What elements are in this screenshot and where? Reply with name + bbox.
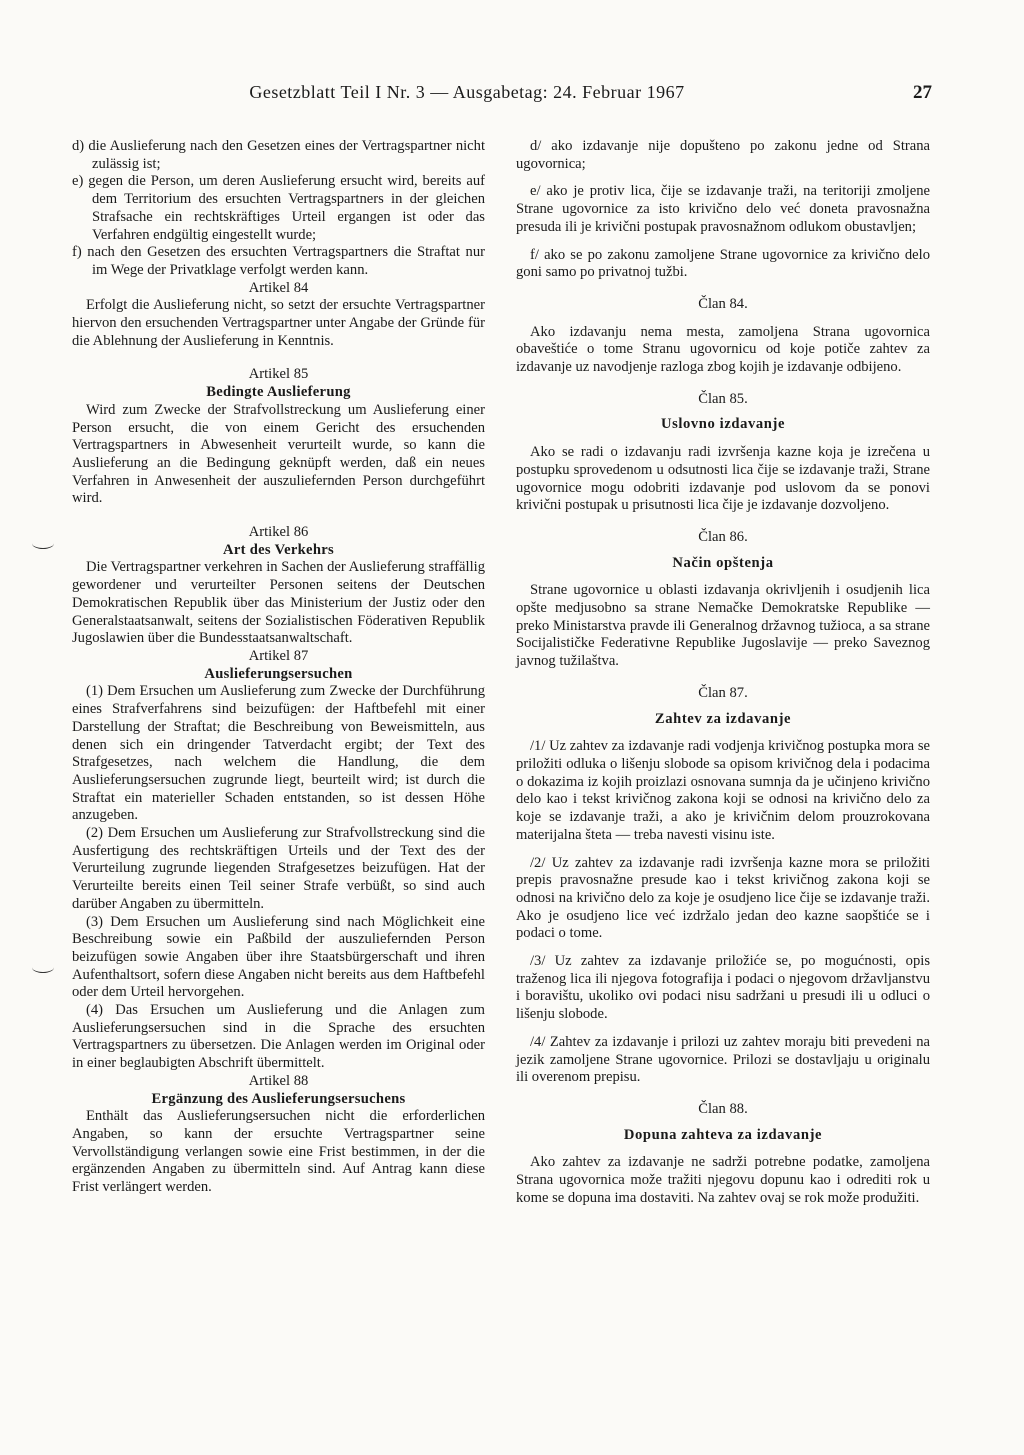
- list-item: f/ ako se po zakonu zamoljene Strane ugovornice za krivično delo goni samo po privatnoj tužbi.: [516, 246, 930, 281]
- list-item: d) die Auslieferung nach den Gesetzen eines der Vertragspartner nicht zulässig ist;: [72, 138, 485, 172]
- paragraph: Ako se radi o izdavanju radi izvršenja kazne koja je izrečena u postupku sprovedenom u odsutnosti lica čije se izdavanje traži, Strane ugovornice mogu odobriti izdavanje pod uslovom da se ponovi krivični postupak u prisutnosti lica čije je izdavanje dozvoljeno.: [516, 444, 930, 514]
- paragraph: Erfolgt die Auslieferung nicht, so setzt der ersuchte Vertragspartner hiervon den ersuchenden Vertragspartner unter Angabe der Gründe für die Ablehnung der Auslieferung in Kenntnis.: [72, 297, 485, 349]
- paragraph: /1/ Uz zahtev za izdavanje radi vodjenja krivičnog postupka mora se priložiti odluka o lišenju slobode sa opisom krivičnog dela i podacima o dokazima iz kojih proizlazi osnovana sumnja da je učinjeno krivično delo kao i tekst krivičnog zakona koji se odnosi na krivično delo za koje se izdavanje traži, a ako je krivičnim delom prouzrokovana materijalna šteta — treba navesti visinu iste.: [516, 738, 930, 843]
- article-heading: Član 85.: [698, 390, 748, 407]
- paragraph: Enthält das Auslieferungsersuchen nicht die erforderlichen Angaben, so kann der ersuchte Vertragspartner seine Vervollständigung verlangen sowie eine Frist bestimmen, in der die ergänzenden Angaben zu übermitteln sind. Auf Antrag kann diese Frist verlängert werden.: [72, 1108, 485, 1196]
- list-item: f) nach den Gesetzen des ersuchten Vertragspartners die Straftat nur im Wege der Privatklage verfolgt werden kann.: [72, 244, 485, 278]
- article-heading: Član 88.: [698, 1100, 748, 1117]
- list-item: e) gegen die Person, um deren Auslieferung ersucht wird, bereits auf dem Territorium des ersuchten Vertragspartners in der gleichen Strafsache ein rechtskräftiges Urteil ergangen ist oder das Verfahren endgültig eingestellt wurde;: [72, 173, 485, 243]
- paragraph: (4) Das Ersuchen um Auslieferung und die Anlagen zum Auslieferungsersuchen sind in die Sprache des ersuchten Vertragspartners zu übersetzen. Die Anlagen werden im Original oder in einer beglaubigten Abschrift übermittelt.: [72, 1002, 485, 1072]
- article-heading: Član 86.: [698, 528, 748, 545]
- paragraph: /4/ Zahtev za izdavanje i prilozi uz zahtev moraju biti prevedeni na jezik zamoljene Strane ugovornice. Prilozi se dostavljaju u originalu ili overenom prepisu.: [516, 1033, 930, 1086]
- serbocroatian-column: [516, 138, 930, 1207]
- article-title: Art des Verkehrs: [222, 541, 334, 558]
- list-item: e/ ako je protiv lica, čije se izdavanje traži, na teritoriji zmoljene Strane ugovornice za isto krivično delo već doneta pravosnažna presuda ili je krivični postupak pravosnažnom odlukom obustavljen;: [516, 183, 930, 235]
- article-heading: Artikel 85: [248, 366, 309, 383]
- article-title: Bedingte Auslieferung: [206, 384, 351, 401]
- article-heading: Član 84.: [698, 295, 748, 312]
- paragraph: (2) Dem Ersuchen um Auslieferung zur Strafvollstreckung sind die Ausfertigung des rechtskräftigen Urteils und der Text des der Verurteilung zugrunde liegenden Strafgesetzes beizufügen. Hat der Verurteilte bereits einen Teil seiner Strafe verbüßt, so sind auch darüber Angaben zu übermitteln.: [72, 825, 485, 912]
- paragraph: (1) Dem Ersuchen um Auslieferung zum Zwecke der Durchführung eines Strafverfahrens sind beizufügen: der Haftbefehl mit einer Darstellung der Straftat; die Beschreibung von Beweismitteln, aus denen sich ein dringender Tatverdacht ergibt; der Text des Strafgesetzes, nach welchem die Handlung, die dem Auslieferungsersuchen zugrunde liegt, beurteilt wird; ist durch die Straftat ein materieller Schaden entstanden, so ist dessen Höhe anzugeben.: [72, 683, 485, 824]
- header-title: Gesetzblatt Teil I Nr. 3 — Ausgabetag: 24. Februar 1967: [249, 82, 685, 102]
- paragraph: /2/ Uz zahtev za izdavanje radi izvršenja kazne mora se priložiti prepis pravosnažne presude kao i tekst krivičnog zakona koji se odnosi na krivično delo za koje je osudjeno lice čije se izdavanje traži. Ako je osudjeno lice već izdržalo jedan deo kazne saopštiće se i podaci o tome.: [516, 854, 930, 942]
- article-title: Ergänzung des Auslieferungsersuchens: [151, 1090, 406, 1107]
- paragraph: (3) Dem Ersuchen um Auslieferung sind nach Möglichkeit eine Beschreibung sowie ein Paßbild der auszuliefernden Person beizufügen sowie Angaben über ihre Staatsbürgerschaft und ihren Aufenthaltsort, sofern diese Angaben nicht bereits aus dem Haftbefehl oder dem Urteil hervorgehen.: [72, 913, 485, 1001]
- article-heading: Artikel 84: [248, 279, 309, 296]
- margin-mark: [32, 962, 54, 973]
- article-title: Dopuna zahteva za izdavanje: [623, 1126, 823, 1143]
- paragraph: /3/ Uz zahtev za izdavanje priložiće se, po mogućnosti, opis traženog lica ili njegova fotografija i podaci o njegovom državljanstvu i boravištu, ukoliko ovi podaci nisu sadržani u presudi ili u odluci o lišenju slobode.: [516, 953, 930, 1023]
- paragraph: Ako zahtev za izdavanje ne sadrži potrebne podatke, zamoljena Strana ugovornica može tražiti njegovu dopunu kao i odrediti rok u kome se dopuna ima dostaviti. Na zahtev ovaj se rok može produžiti.: [516, 1154, 930, 1206]
- article-title: Zahtev za izdavanje: [654, 710, 792, 727]
- paragraph: Wird zum Zwecke der Strafvollstreckung um Auslieferung einer Person ersucht, die von einem Gericht des ersuchenden Vertragspartners in Abwesenheit verurteilt wurde, so kann die Auslieferung an die Bedingung geknüpft werden, daß ein neues Verfahren in Anwesenheit der auszuliefernden Person durchgeführt wird.: [72, 401, 485, 507]
- article-title: Način opštenja: [672, 554, 774, 571]
- page-number: 27: [913, 82, 932, 103]
- german-column: [72, 138, 485, 1197]
- article-heading: Artikel 86: [248, 524, 309, 541]
- article-heading: Član 87.: [698, 684, 748, 701]
- paragraph: Ako izdavanju nema mesta, zamoljena Strana ugovornica obaveštiće o tome Stranu ugovornicu od koje potiče zahtev za izdavanje uz navodjenje razloga zbog kojih je izdavanje odbijeno.: [516, 323, 930, 376]
- article-heading: Artikel 88: [248, 1072, 309, 1089]
- article-title: Uslovno izdavanje: [660, 416, 786, 433]
- article-heading: Artikel 87: [248, 647, 309, 664]
- article-title: Auslieferungsersuchen: [204, 665, 353, 682]
- margin-mark: [32, 538, 54, 549]
- paragraph: Strane ugovornice u oblasti izdavanja okrivljenih i osudjenih lica opšte medjusobno sa strane Nemačke Demokratske Republike — preko Ministarstva pravde ili Generalnog državnog tužioca, a sa strane Socijalističke Federativne Republike Jugoslavije — preko Saveznog javnog tužilaštva.: [516, 582, 930, 670]
- paragraph: Die Vertragspartner verkehren in Sachen der Auslieferung straffällig gewordener und verurteilter Personen seitens der Deutschen Demokratischen Republik über das Ministerium der Justiz oder den Generalstaatsanwalt, seitens der Sozialistischen Föderativen Republik Jugoslawien über die Bundesstaatsanwaltschaft.: [72, 559, 485, 647]
- list-item: d/ ako izdavanje nije dopušteno po zakonu jedne od Strana ugovornica;: [516, 138, 930, 172]
- page-header: [72, 82, 932, 112]
